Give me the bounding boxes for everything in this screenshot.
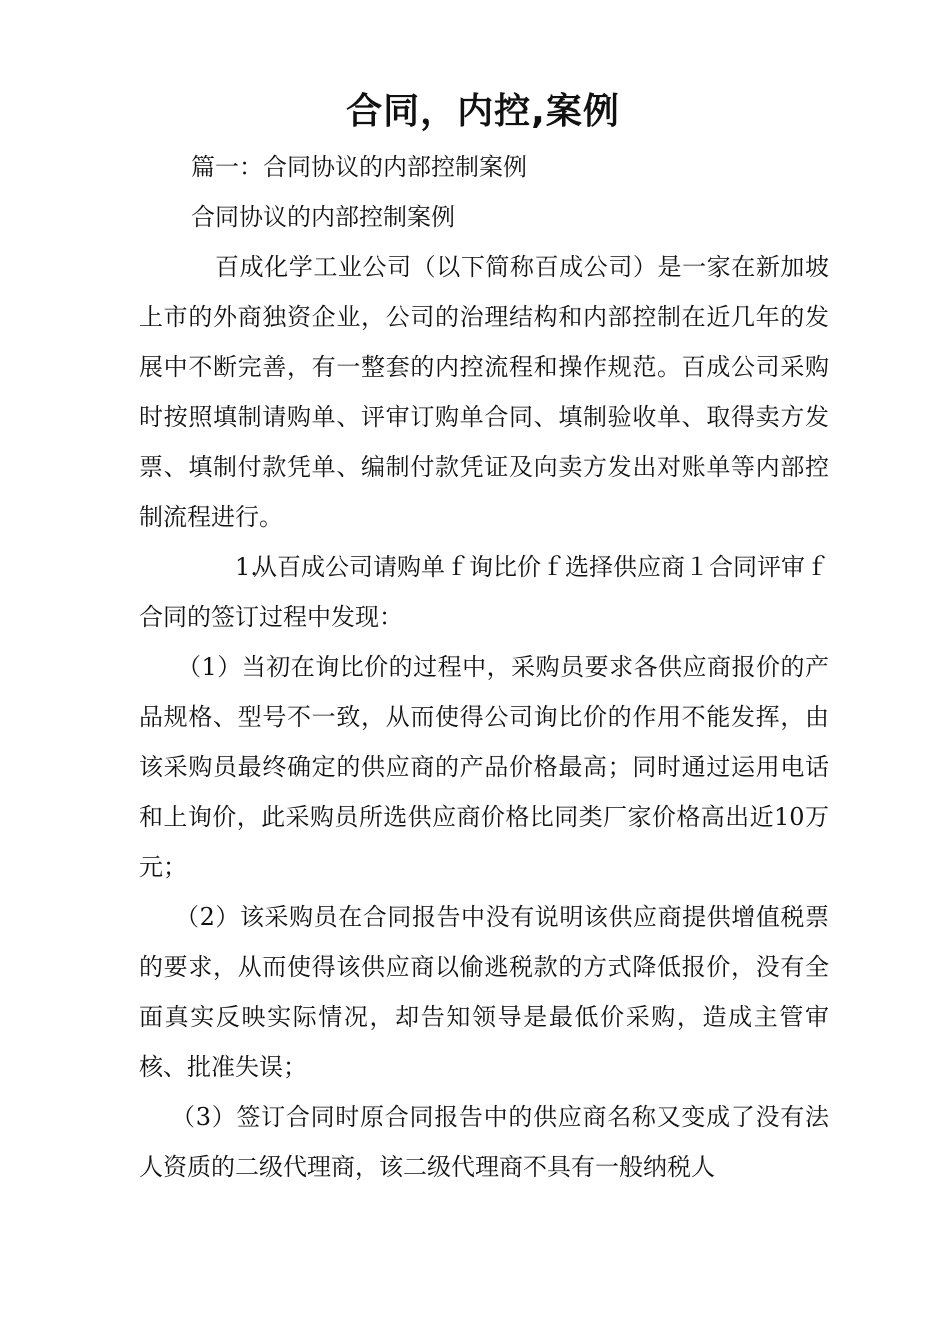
item-1-text: 从百成公司请购单ｆ询比价ｆ选择供应商１合同评审ｆ合同的签订过程中发现：	[139, 553, 829, 631]
point-2-paragraph: （2）该采购员在合同报告中没有说明该供应商提供增值税票的要求，从而使得该供应商以偷逃税款的方式降低报价，没有全面真实反映实际情况，却告知领导是最低价采购，造成主管审核、批准失误；	[139, 903, 829, 1081]
intro-paragraph: 百成化学工业公司（以下简称百成公司）是一家在新加坡上市的外商独资企业，公司的治理结构和内部控制在近几年的发展中不断完善，有一整套的内控流程和操作规范。百成公司采购时按照填制请购单、评审订购单合同、填制验收单、取得卖方发票、填制付款凭单、编制付款凭证及向卖方发出对账单等内部控制流程进行。	[139, 253, 829, 531]
document-body	[139, 142, 829, 1192]
point-3-paragraph: （3）签订合同时原合同报告中的供应商名称又变成了没有法人资质的二级代理商，该二级代理商不具有一般纳税人	[139, 1103, 829, 1181]
item-1-paragraph	[139, 542, 829, 642]
section-heading: 篇一：合同协议的内部控制案例	[191, 153, 527, 181]
item-1-number: 1.	[235, 553, 258, 581]
case-heading: 合同协议的内部控制案例	[191, 203, 455, 231]
point-1-paragraph: （1）当初在询比价的过程中，采购员要求各供应商报价的产品规格、型号不一致，从而使得公司询比价的作用不能发挥，由该采购员最终确定的供应商的产品价格最高；同时通过运用电话和上询价，此采购员所选供应商价格比同类厂家价格高出近10万元；	[139, 653, 829, 881]
document-title: 合同，内控,案例	[346, 91, 620, 132]
